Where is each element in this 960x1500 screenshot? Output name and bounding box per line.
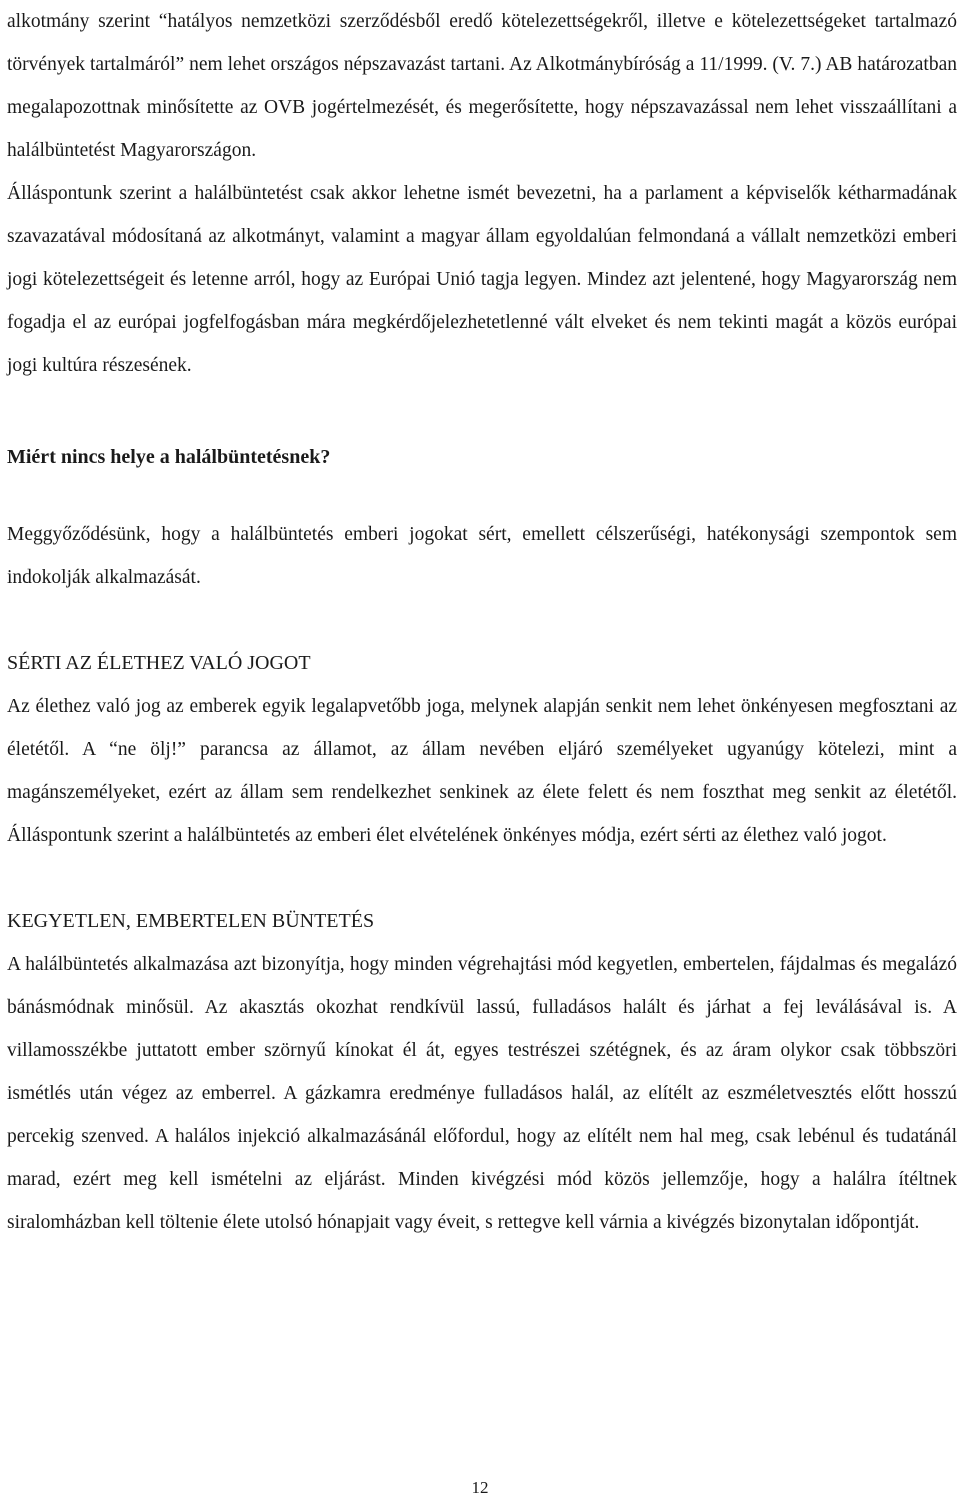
body-paragraph: Meggyőződésünk, hogy a halálbüntetés emberi jogokat sért, emellett célszerűségi, hatékonysági szempontok sem indokolják alkalmazását. <box>7 524 957 588</box>
section-heading-cruel-punishment: KEGYETLEN, EMBERTELEN BÜNTETÉS <box>7 910 375 932</box>
body-paragraph: alkotmány szerint “hatályos nemzetközi szerződésből eredő kötelezettségekről, illetve e kötelezettségeket tartalmazó törvények tartalmáról” nem lehet országos népszavazást tartani. Az Alkotmánybíróság a 11/1999. (V. 7.) AB határozatban megalapozottnak minősítette az OVB jogértelmezését, és megerősítette, hogy népszavazással nem lehet visszaállítani a halálbüntetést Magyarországon. <box>7 11 957 161</box>
page-number: 12 <box>471 1478 489 1497</box>
question-heading: Miért nincs helye a halálbüntetésnek? <box>7 446 331 468</box>
document-page <box>7 0 957 1244</box>
section-heading-right-to-life: SÉRTI AZ ÉLETHEZ VALÓ JOGOT <box>7 652 311 674</box>
body-paragraph: A halálbüntetés alkalmazása azt bizonyítja, hogy minden végrehajtási mód kegyetlen, embertelen, fájdalmas és megalázó bánásmódnak minősül. Az akasztás okozhat rendkívül lassú, fulladásos halált és járhat a fej leválásával is. A villamosszékbe juttatott ember szörnyű kínokat él át, egyes testrészei szétégnek, és az áram olykor csak többszöri ismétlés után végez az emberrel. A gázkamra eredménye fulladásos halál, az elítélt az eszméletvesztés előtt hosszú percekig szenved. A halálos injekció alkalmazásánál előfordul, hogy az elítélt nem hal meg, csak lebénul és tudatánál marad, ezért meg kell ismételni az eljárást. Minden kivégzési mód közös jellemzője, hogy a halálra ítéltnek siralomházban kell töltenie élete utolsó hónapjait vagy éveit, s rettegve kell várnia a kivégzés bizonytalan időpontját. <box>7 954 957 1233</box>
body-paragraph: Az élethez való jog az emberek egyik legalapvetőbb joga, melynek alapján senkit nem lehet önkényesen megfosztani az életétől. A “ne ölj!” parancsa az államot, az állam nevében eljáró személyeket ugyanúgy kötelezi, mint a magánszemélyeket, ezért az állam sem rendelkezhet senkinek az élete felett és nem foszthat meg senkit az életétől. Álláspontunk szerint a halálbüntetés az emberi élet elvételének önkényes módja, ezért sérti az élethez való jogot. <box>7 696 957 846</box>
body-paragraph: Álláspontunk szerint a halálbüntetést csak akkor lehetne ismét bevezetni, ha a parlament a képviselők kétharmadának szavazatával módosítaná az alkotmányt, valamint a magyar állam egyoldalúan felmondaná a vállalt nemzetközi emberi jogi kötelezettségeit és letenne arról, hogy az Európai Unió tagja legyen. Mindez azt jelentené, hogy Magyarország nem fogadja el az európai jogfelfogásban mára megkérdőjelezhetetlenné vált elveket és nem tekinti magát a közös európai jogi kultúra részesének. <box>7 183 957 376</box>
